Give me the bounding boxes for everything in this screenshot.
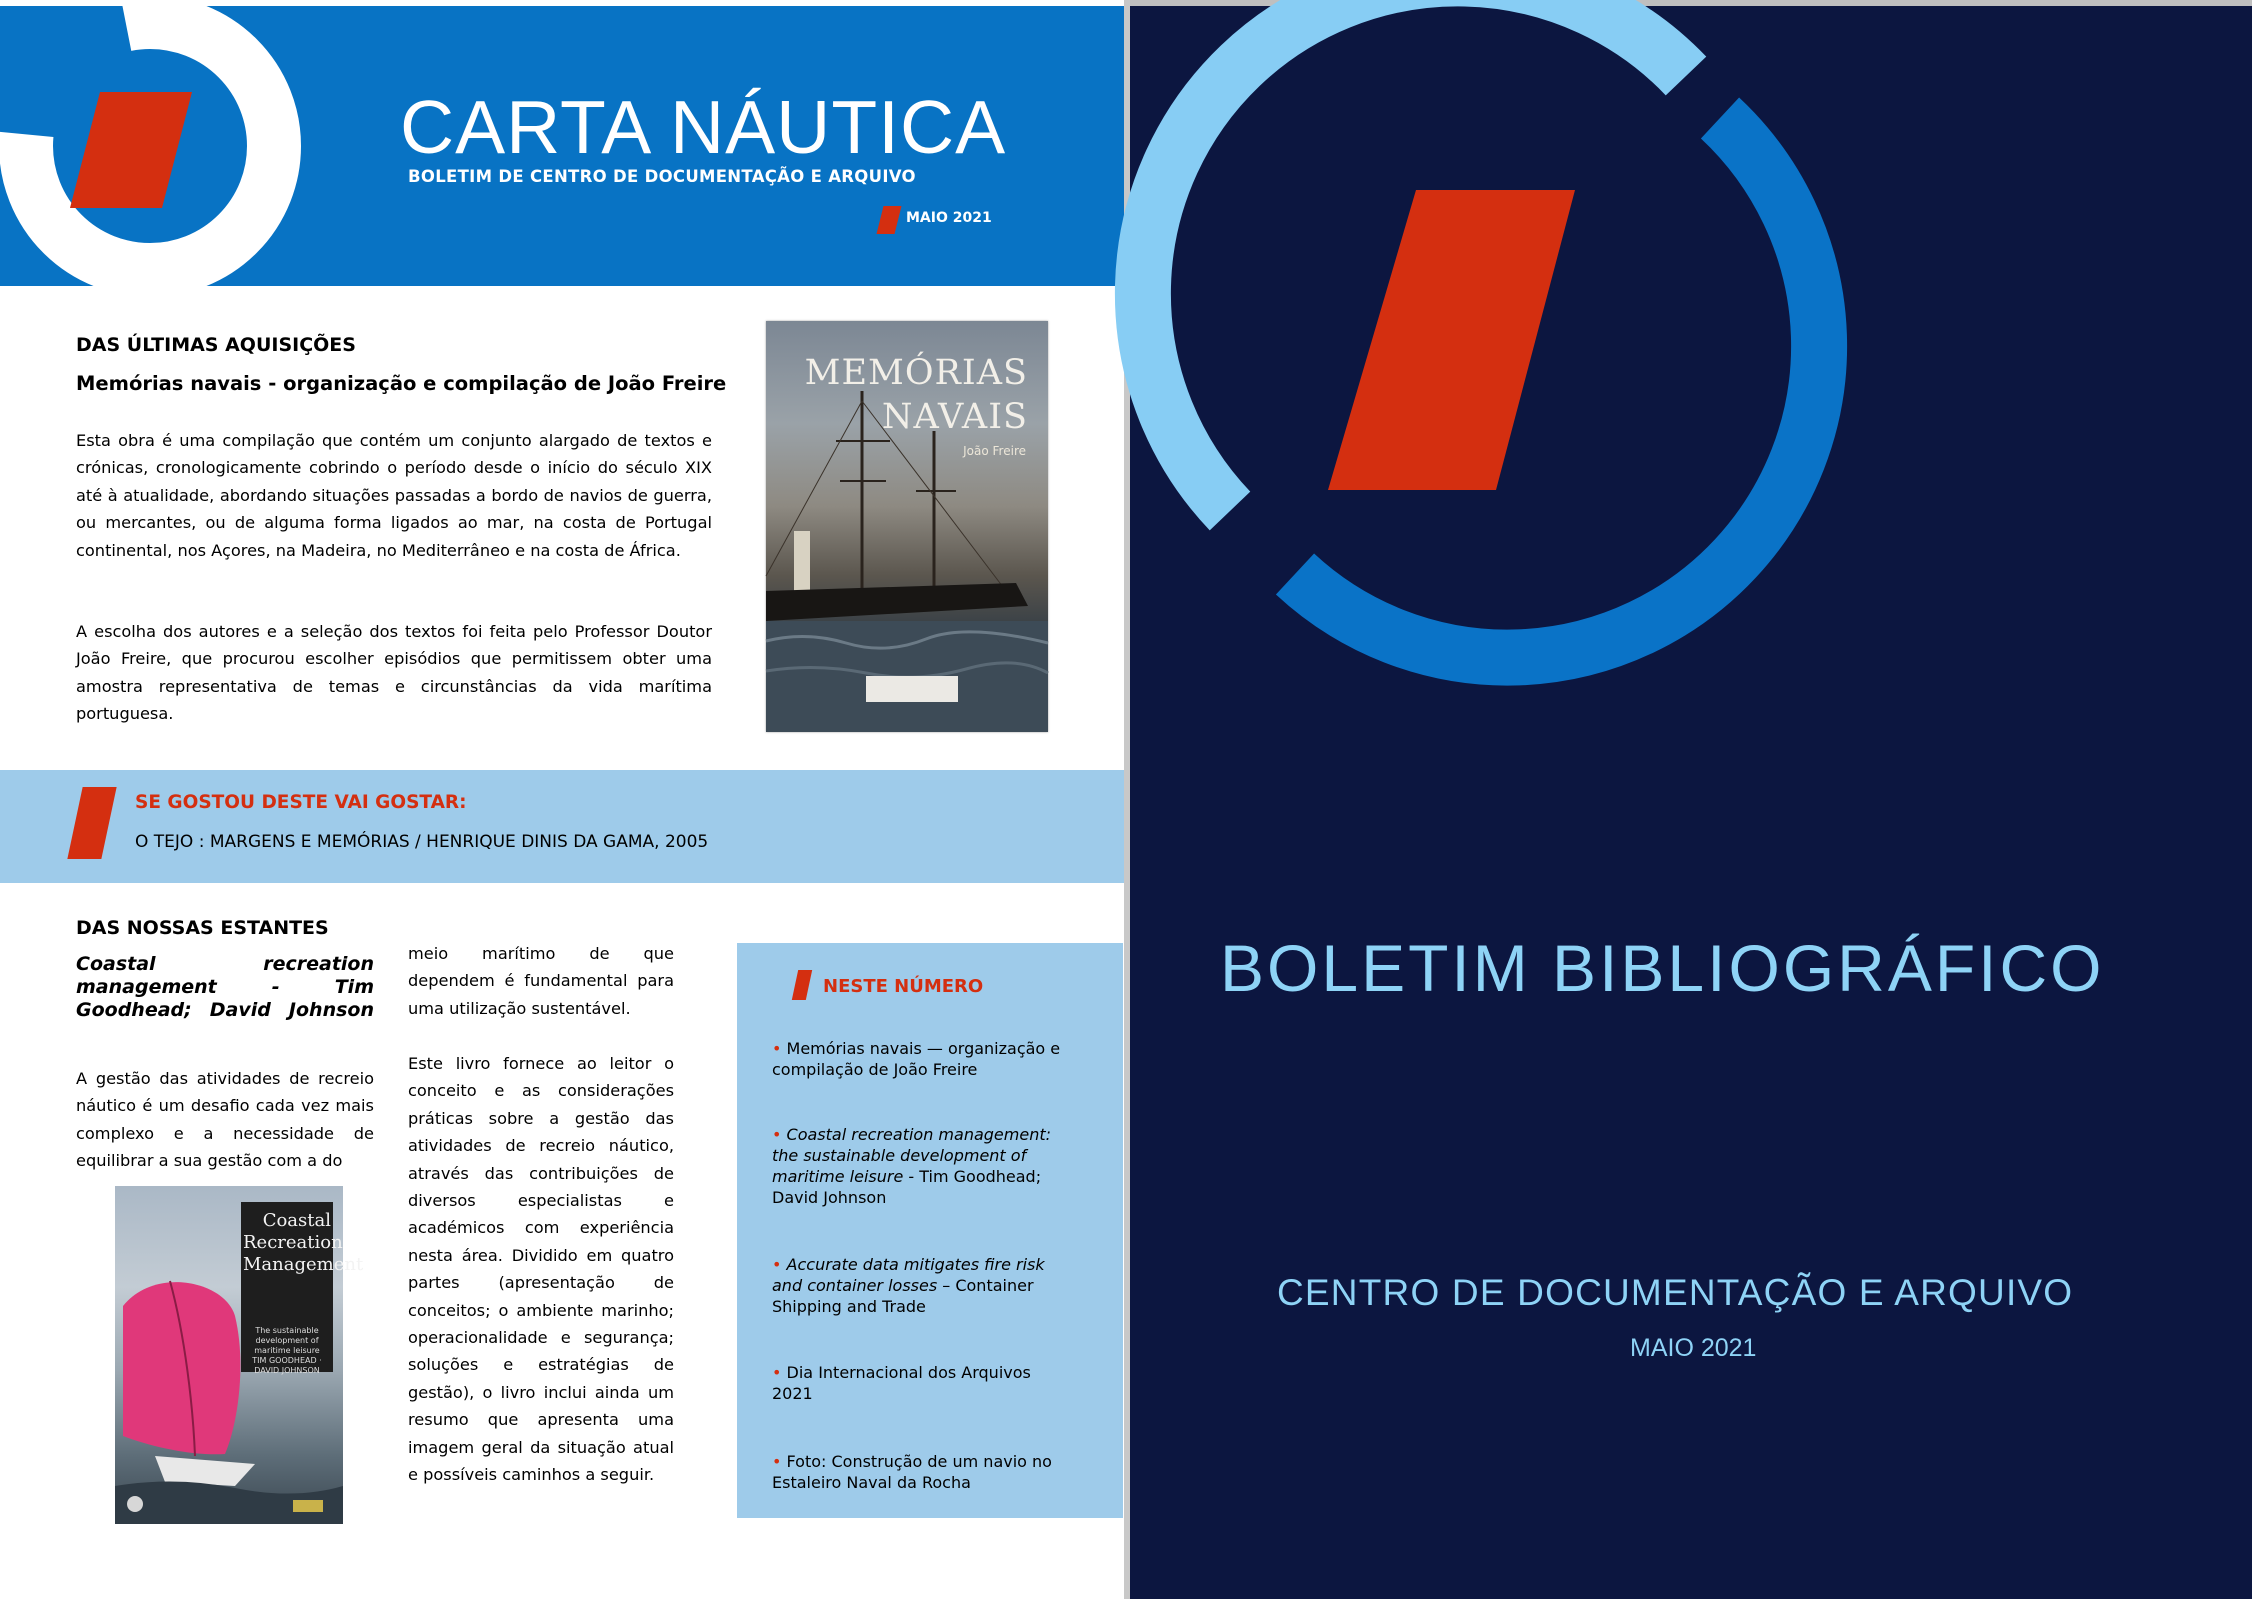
issue-item: • Dia Internacional dos Arquivos 2021 xyxy=(772,1363,1031,1403)
cover-title: MEMÓRIAS NAVAIS xyxy=(804,353,1028,437)
acquisition-book-title: Memórias navais - organização e compilação de João Freire xyxy=(76,372,727,395)
issue-item: • Coastal recreation management: the sustainable development of maritime leisure - Tim Goodhead; David Johnson xyxy=(772,1125,1051,1207)
shelves-book-title: Coastal recreation management - Tim Goodhead; David Johnson xyxy=(76,953,374,1021)
date-marker-icon xyxy=(877,206,902,234)
issue-item: • Accurate data mitigates fire risk and container losses – Container Shipping and Trade xyxy=(772,1255,1045,1316)
issue-item: • Memórias navais — organização e compilação de João Freire xyxy=(772,1039,1061,1079)
recommendation-text: O TEJO : MARGENS E MEMÓRIAS / HENRIQUE DINIS DA GAMA, 2005 xyxy=(135,832,709,852)
memorias-navais-cover xyxy=(766,321,1048,732)
recommendation-heading: SE GOSTOU DESTE VAI GOSTAR: xyxy=(135,792,467,813)
shelves-heading: DAS NOSSAS ESTANTES xyxy=(76,917,329,939)
back-cover-page xyxy=(1130,6,2252,1599)
header-banner xyxy=(0,6,1124,286)
shelves-column-1-text: A gestão das atividades de recreio náutico é um desafio cada vez mais complexo e a necessidade de equilibrar a sua gestão com a do xyxy=(76,1069,374,1171)
acquisition-paragraph-2: A escolha dos autores e a seleção dos textos foi feita pelo Professor Doutor João Freire, que procurou escolher episódios que permitissem obter uma amostra representativa de temas e circunstâncias da vida marítima portuguesa. xyxy=(76,622,712,724)
newsletter-subtitle: BOLETIM DE CENTRO DE DOCUMENTAÇÃO E ARQUIVO xyxy=(408,167,916,186)
recommendation-band xyxy=(0,770,1124,883)
back-cover-subtitle: CENTRO DE DOCUMENTAÇÃO E ARQUIVO xyxy=(1277,1272,2074,1313)
acquisitions-heading: DAS ÚLTIMAS AQUISIÇÕES xyxy=(76,334,356,356)
shelves-column-2-para-2: Este livro fornece ao leitor o conceito e as considerações práticas sobre a gestão das atividades de recreio náutico, através das contribuições de diversos especialistas e académicos com experiência nesta área. Dividido em quatro partes (apresentação de conceitos; o ambiente marinho; operacionalidade e segurança; soluções e estratégias de gestão), o livro inclui ainda um resumo que apresenta uma imagem geral da situação atual e possíveis caminhos a seguir. xyxy=(408,1054,674,1485)
back-cover-title: BOLETIM BIBLIOGRÁFICO xyxy=(1220,931,2105,1005)
logo-icon xyxy=(0,6,330,286)
cover2-subtitle: The sustainable development of maritime leisure xyxy=(254,1326,320,1355)
issue-item: • Foto: Construção de um navio no Estaleiro Naval da Rocha xyxy=(772,1452,1052,1492)
coastal-recreation-cover xyxy=(115,1186,364,1524)
newsletter-title: CARTA NÁUTICA xyxy=(400,85,1007,169)
large-logo-icon xyxy=(1130,6,1830,726)
cover2-title: Coastal Recreation Management xyxy=(243,1210,364,1275)
newsletter-page xyxy=(0,0,1124,1599)
cover-author: João Freire xyxy=(963,444,1026,458)
acquisition-paragraph-1: Esta obra é uma compilação que contém um conjunto alargado de textos e crónicas, cronologicamente cobrindo o período desde o início do século XIX até à atualidade, abordando situações passadas a bordo de navios de guerra, ou mercantes, ou de alguma forma ligados ao mar, na costa de Portugal continental, nos Açores, na Madeira, no Mediterrâneo e na costa de África. xyxy=(76,431,712,560)
publisher-logo-icon xyxy=(866,676,958,702)
in-this-issue-heading: NESTE NÚMERO xyxy=(823,976,984,997)
issue-date: MAIO 2021 xyxy=(906,210,992,226)
back-cover-date: MAIO 2021 xyxy=(1630,1334,1757,1362)
cover2-editors: TIM GOODHEAD · DAVID JOHNSON xyxy=(252,1356,322,1375)
shelves-column-2-para-1: meio marítimo de que dependem é fundamental para uma utilização sustentável. xyxy=(408,944,674,1018)
in-this-issue-box xyxy=(737,943,1123,1518)
